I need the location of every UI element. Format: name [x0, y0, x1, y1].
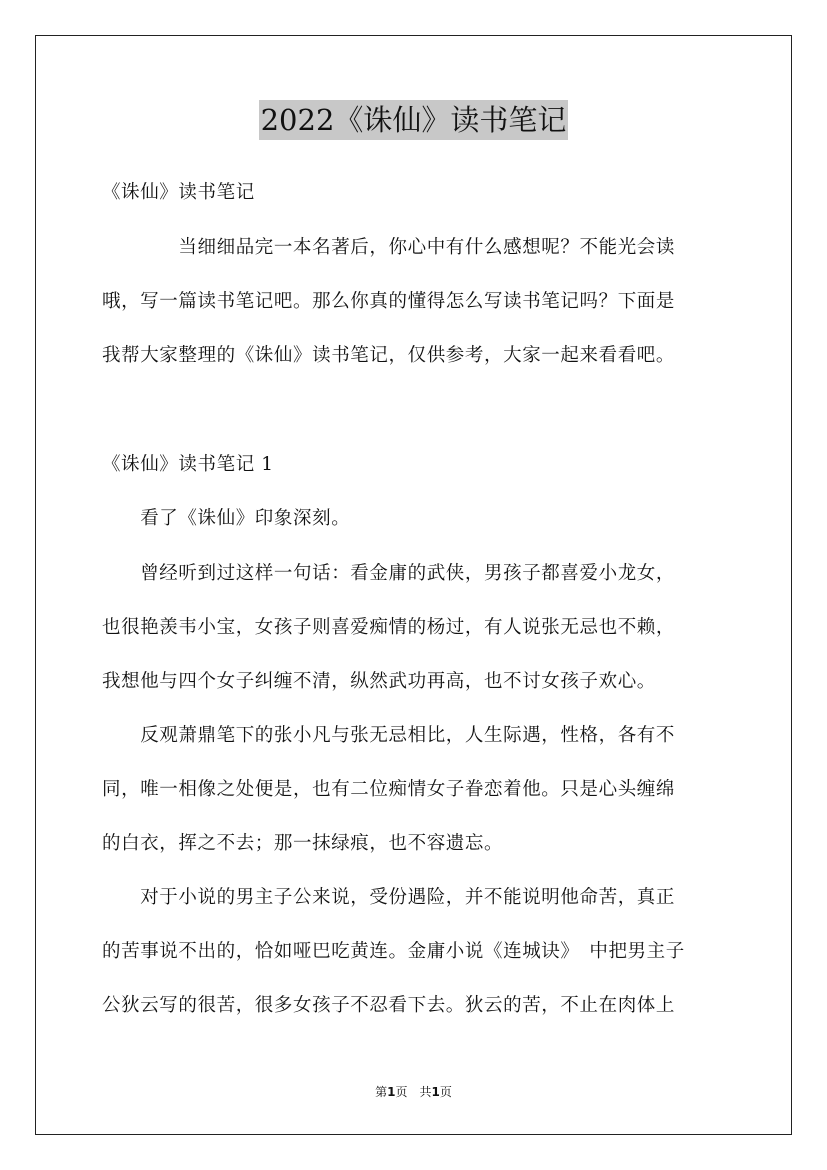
- body-line-4: 我想他与四个女子纠缠不清，纵然武功再高，也不讨女孩子欢心。: [102, 671, 656, 692]
- intro-line-1: 当细细品完一本名著后，你心中有什么感想呢？不能光会读: [102, 237, 676, 258]
- body-line-3: 也很艳羡韦小宝，女孩子则喜爱痴情的杨过，有人说张无忌也不赖，: [102, 617, 676, 638]
- body-line-5: 反观萧鼎笔下的张小凡与张无忌相比，人生际遇，性格，各有不: [102, 725, 676, 746]
- intro-line-3: 我帮大家整理的《诛仙》读书笔记，仅供参考，大家一起来看看吧。: [102, 345, 676, 366]
- intro-line-2: 哦，写一篇读书笔记吧。那么你真的懂得怎么写读书笔记吗？下面是: [102, 291, 676, 312]
- title-container: [0, 100, 827, 140]
- section-heading: 《诛仙》读书笔记 1: [102, 454, 274, 475]
- footer-page-total: 1: [431, 1085, 440, 1099]
- page-footer: [0, 1084, 827, 1100]
- footer-suffix: 页: [439, 1085, 452, 1099]
- footer-page-current: 1: [387, 1085, 396, 1099]
- footer-mid: 页 共: [395, 1085, 432, 1099]
- body-line-1: 看了《诛仙》印象深刻。: [102, 508, 351, 529]
- body-line-8: 对于小说的男主子公来说，受份遇险，并不能说明他命苦，真正: [102, 887, 676, 908]
- body-line-6: 同，唯一相像之处便是，也有二位痴情女子眷恋着他。只是心头缠绵: [102, 779, 676, 800]
- subtitle: 《诛仙》读书笔记: [102, 182, 255, 203]
- body-line-10: 公狄云写的很苦，很多女孩子不忍看下去。狄云的苦，不止在肉体上: [102, 995, 676, 1016]
- body-line-2: 曾经听到过这样一句话：看金庸的武侠，男孩子都喜爱小龙女，: [102, 563, 676, 584]
- document-title: 2022《诛仙》读书笔记: [259, 100, 569, 140]
- footer-prefix: 第: [375, 1085, 388, 1099]
- body-line-9: 的苦事说不出的，恰如哑巴吃黄连。金庸小说《连城诀》 中把男主子: [102, 941, 685, 962]
- body-line-7: 的白衣，挥之不去；那一抹绿痕，也不容遗忘。: [102, 833, 504, 854]
